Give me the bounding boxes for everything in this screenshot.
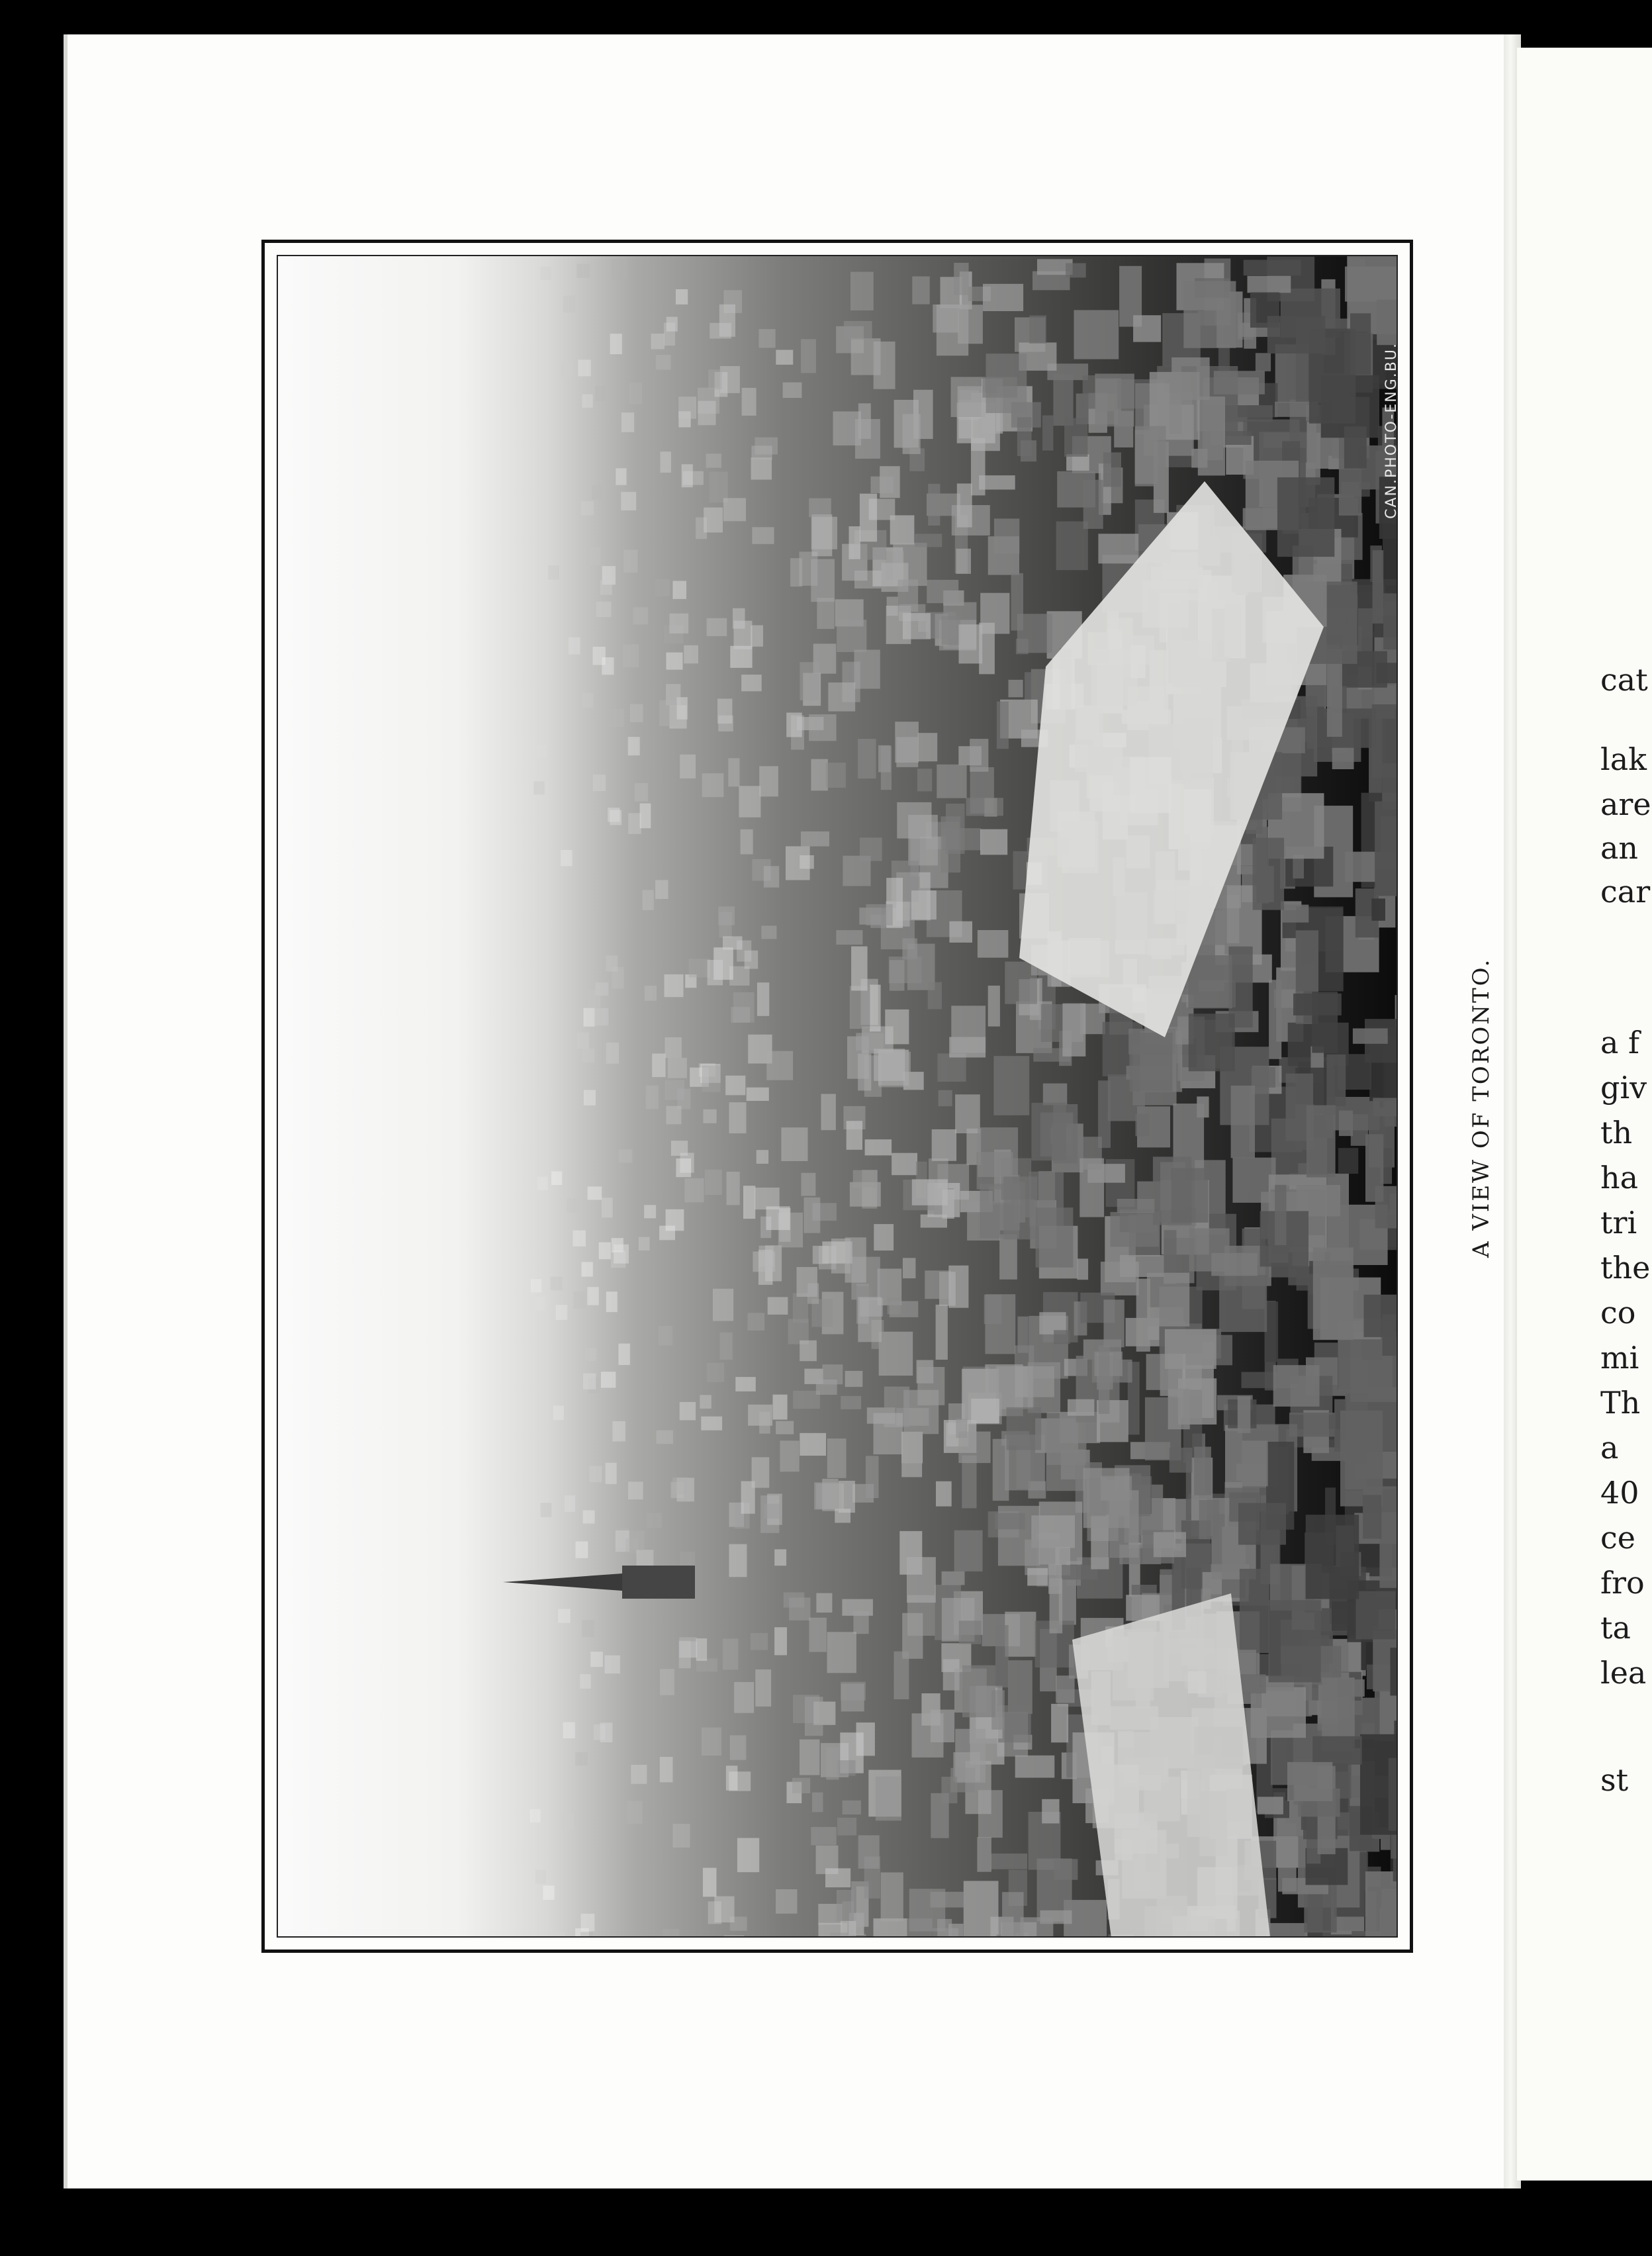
text-fragment: a f [1600,1025,1640,1060]
toronto-aerial-photo [277,255,1398,1938]
text-fragment: the [1600,1250,1651,1286]
text-fragment: a [1600,1430,1619,1466]
text-fragment: car [1600,874,1651,910]
text-fragment: Th [1600,1385,1641,1421]
text-fragment: fro [1600,1565,1645,1601]
text-fragment: ce [1600,1520,1635,1556]
text-fragment: co [1600,1295,1636,1331]
church-spire [503,1574,622,1591]
text-fragment: tri [1600,1205,1637,1241]
text-fragment: giv [1600,1070,1647,1105]
engraver-credit: CAN.PHOTO-ENG.BU. [1383,342,1400,519]
right-page [1517,48,1652,2181]
text-fragment: an [1600,830,1639,866]
text-fragment: lak [1600,741,1647,777]
text-fragment: cat [1600,662,1648,698]
text-fragment: are [1600,786,1651,822]
text-fragment: lea [1600,1655,1647,1691]
text-fragment: ha [1600,1160,1639,1196]
church-tower [622,1566,695,1599]
city-rooftops-illustration [278,256,1398,1938]
text-fragment: st [1600,1762,1629,1798]
rooftop-blocks [530,256,1399,1938]
plate-caption: A VIEW OF TORONTO. [1468,957,1494,1258]
text-fragment: 40 [1600,1475,1639,1511]
text-fragment: mi [1600,1340,1639,1376]
text-fragment: th [1600,1115,1633,1151]
photo-plate [261,240,1413,1953]
text-fragment: ta [1600,1610,1631,1646]
